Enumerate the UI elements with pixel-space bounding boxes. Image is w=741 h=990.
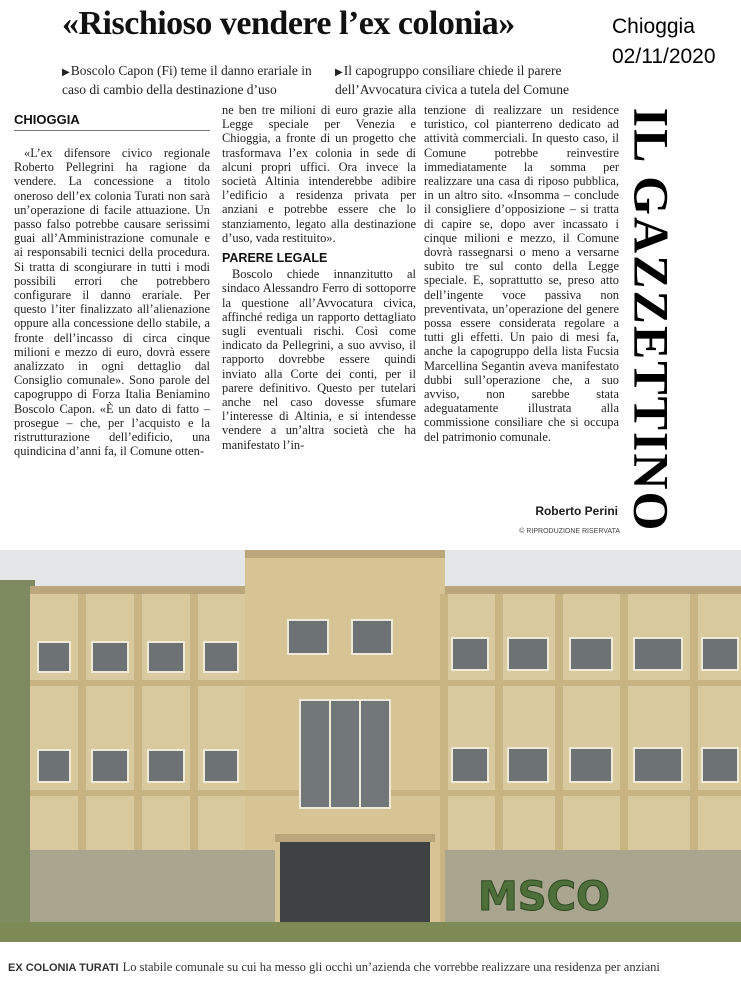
paragraph: «L’ex difensore civico regionale Roberto Pellegrini ha ragione da vendere. La concessione a titolo oneroso dell’ex colonia Turati non sarà un’operazione di facile attuazione. Un passo falso potrebbe causare serissimi guai all’Amministrazione comunale e ai responsabili tecnici della procedura. Si tratta di scongiurare in tutti i modi possibili errori che potrebbero configurare il danno erariale. Per questo l’iter finalizzato all’alienazione oppure alla concessione dello stabile, a fronte dell’incasso di circa cinque milioni e mezzo di euro, dovrà essere analizzato in ogni dettaglio dal Consiglio comunale». Sono parole del capogruppo di Forza Italia Beniamino Boscolo Capon. «È un dato di fatto – prosegue – che, per l’acquisto e la ristrutturazione dell’edificio, una quindicina d’anni fa, il Comune otten- bbox=[14, 146, 210, 459]
caption-label: EX COLONIA TURATI bbox=[8, 962, 119, 974]
caption-text: Lo stabile comunale su cui ha messo gli occhi un’azienda che vorrebbe realizzare una residenza per anziani bbox=[122, 960, 660, 974]
graffiti-text: MSCO bbox=[478, 874, 610, 920]
arrow-icon: ▶ bbox=[62, 67, 70, 78]
paragraph: Boscolo chiede innanzitutto al sindaco Alessandro Ferro di sottoporre la questione all’Avvocatura civica, affinché rediga un rapporto dettagliato sugli eventuali rischi. Così come indicato da Pellegrini, a suo avviso, il rapporto dovrebbe essere quindi inviato alla Corte dei conti, per il parere definitivo. Questo per tutelari anche nel caso dovesse sfumare l’interesse di Altinia, e si intendesse vendere a un’altra società che ha manifestato l’in- bbox=[222, 267, 416, 452]
copyright-notice: © RIPRODUZIONE RISERVATA bbox=[519, 528, 620, 535]
article-column-2 bbox=[222, 103, 416, 452]
masthead bbox=[623, 90, 680, 550]
date-tag: 02/11/2020 bbox=[612, 45, 716, 68]
headline: «Rischioso vendere l’ex colonia» bbox=[62, 5, 515, 42]
subhead-left bbox=[62, 62, 332, 98]
dateline: CHIOGGIA bbox=[14, 112, 210, 131]
masthead-text: IL GAZZETTINO bbox=[623, 107, 680, 533]
paragraph: tenzione di realizzare un residence turistico, col pianterreno dedicato ad attività commerciali. In questo caso, il Comune potrebbe reinvestire immediatamente la somma per realizzare una casa di riposo pubblica, in un altro sito. «Insomma – conclude il consigliere d’opposizione – si tratta di capire se, dopo aver incassato i cinque milioni e mezzo, il Comune dovrà rassegnarsi o meno a versarne subito tre sul conto della Legge speciale. E, soprattutto se, preso atto dell’ingente voce passiva non preventivata, un’operazione del genere possa essere considerata regolare a tutti gli effetti. Un paio di mesi fa, anche la capogruppo della lista Fucsia Marcellina Segantin aveva manifestato dubbi sull’operazione che, a suo avviso, non sarebbe stata adeguatamente illustrata alla commissione consiliare che si occupa del patrimonio comunale. bbox=[424, 103, 619, 444]
byline: Roberto Perini bbox=[535, 504, 618, 518]
section-heading: PARERE LEGALE bbox=[222, 251, 328, 266]
subhead-left-text: Boscolo Capon (Fi) teme il danno erariale in caso di cambio della destinazione d’uso bbox=[62, 63, 312, 97]
subhead-right-text: Il capogruppo consiliare chiede il parere dell’Avvocatura civica a tutela del Comune bbox=[335, 63, 570, 97]
paragraph: ne ben tre milioni di euro grazie alla Legge speciale per Venezia e Chioggia, a fronte di un progetto che trasformava l’ex colonia in sede di alcuni propri uffici. Ora invece la società Altinia intenderebbe adibire l’edificio a residenza privata per anziani e potrebbe essere che lo stanziamento, legato alla destinazione d’uso, vada restituito». bbox=[222, 103, 416, 245]
article-column-1 bbox=[14, 146, 210, 458]
photo-caption bbox=[8, 960, 733, 975]
article-column-3 bbox=[424, 103, 619, 444]
building-illustration bbox=[0, 550, 741, 942]
arrow-icon: ▶ bbox=[335, 67, 343, 78]
place-tag: Chioggia bbox=[612, 15, 695, 38]
subhead-right bbox=[335, 62, 615, 98]
building-photo bbox=[0, 550, 741, 942]
